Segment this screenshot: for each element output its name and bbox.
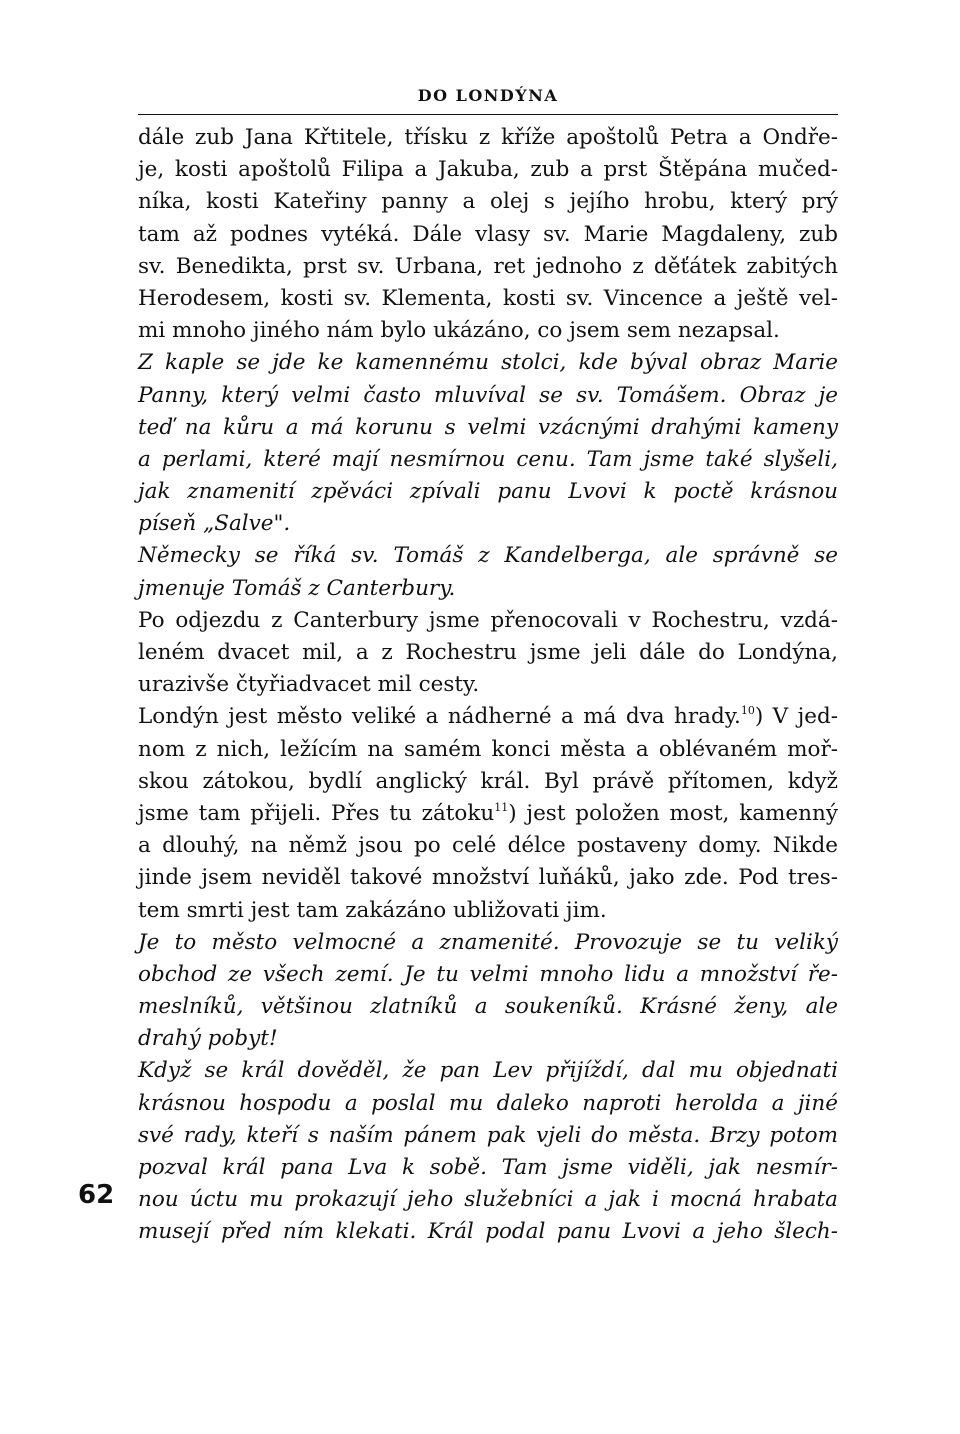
line-text: jinde jsem neviděl takové množství luňáků, jako zde. Pod tres- xyxy=(138,865,838,891)
line-text: a dlouhý, na němž jsou po celé délce postaveny domy. Nikde xyxy=(138,833,838,859)
line-text: pozval král pana Lva k sobě. Tam jsme viděli, jak nesmír- xyxy=(138,1155,838,1180)
text-line xyxy=(138,122,838,154)
line-text: Panny, který velmi často mluvíval se sv. Tomášem. Obraz je xyxy=(138,382,838,408)
line-text: Když se král dověděl, že pan Lev přijíždí, dal mu objednati xyxy=(138,1058,838,1084)
running-head: DO LONDÝNA xyxy=(417,86,559,105)
line-text: je, kosti apoštolů Filipa a Jakuba, zub a prst Štěpána mučed- xyxy=(138,157,838,183)
footnote-ref: 10 xyxy=(740,704,755,718)
text-line xyxy=(138,862,838,894)
text-line xyxy=(138,991,838,1023)
line-text: Po odjezdu z Canterbury jsme přenocovali v Rochestru, vzdá- xyxy=(138,607,838,633)
text-line xyxy=(138,1152,838,1184)
text-line xyxy=(138,251,838,283)
line-text: nou úctu mu prokazují jeho služebníci a jak i mocná hrabata xyxy=(138,1187,838,1213)
text-line xyxy=(138,1216,838,1248)
line-text: Z kaple se jde ke kamennému stolci, kde býval obraz Marie xyxy=(138,350,838,376)
line-text: sv. Benedikta, prst sv. Urbana, ret jednoho z děťátek zabitých xyxy=(138,253,838,279)
line-text: tem smrti jest tam zakázáno ubližovati jim. xyxy=(138,897,607,923)
line-text: drahý pobyt! xyxy=(138,1026,278,1052)
line-text: tam až podnes vytéká. Dále vlasy sv. Marie Magdaleny, zub xyxy=(138,221,838,247)
text-line xyxy=(138,380,838,412)
text-line xyxy=(138,1023,838,1055)
text-line xyxy=(138,283,838,315)
text-line xyxy=(138,830,838,862)
text-line xyxy=(138,1055,838,1087)
line-text: krásnou hospodu a poslal mu daleko naproti herolda a jiné xyxy=(138,1090,838,1116)
line-text: musejí před ním klekati. Král podal panu Lvovi a jeho šlech- xyxy=(138,1219,838,1245)
line-text-tail: ) V jed- xyxy=(754,704,838,730)
line-text: Německy se říká sv. Tomáš z Kandelberga, ale správně se xyxy=(138,543,838,569)
line-text: jsme tam přijeli. Přes tu zátoku xyxy=(138,800,495,826)
text-line xyxy=(138,540,838,572)
text-line xyxy=(138,927,838,959)
text-line xyxy=(138,1184,838,1216)
text-line xyxy=(138,444,838,476)
text-line xyxy=(138,219,838,251)
footnote-ref: 11 xyxy=(494,800,509,814)
text-line xyxy=(138,154,838,186)
line-text: píseň „Salve". xyxy=(138,511,291,537)
line-text: Herodesem, kosti sv. Klementa, kosti sv. Vincence a ještě vel- xyxy=(138,285,838,311)
text-line xyxy=(138,347,838,379)
line-text-tail: ) jest položen most, kamenný xyxy=(508,800,838,826)
text-line xyxy=(138,637,838,669)
text-line xyxy=(138,573,838,605)
text-line xyxy=(138,605,838,637)
line-text: nom z nich, ležícím na samém konci města a oblévaném moř- xyxy=(138,736,838,762)
page-number: 62 xyxy=(78,1180,115,1210)
text-line xyxy=(138,186,838,218)
line-text: dále zub Jana Křtitele, třísku z kříže apoštolů Petra a Ondře- xyxy=(138,125,838,150)
line-text: Je to město velmocné a znamenité. Provozuje se tu veliký xyxy=(138,929,838,955)
line-text: mi mnoho jiného nám bylo ukázáno, co jsem sem nezapsal. xyxy=(138,318,780,344)
line-text: skou zátokou, bydlí anglický král. Byl právě přítomen, když xyxy=(138,768,838,794)
text-line xyxy=(138,766,838,798)
line-text: a perlami, které mají nesmírnou cenu. Tam jsme také slyšeli, xyxy=(138,446,838,472)
line-text: teď na kůru a má korunu s velmi vzácnými drahými kameny xyxy=(138,414,838,440)
text-line xyxy=(138,959,838,991)
line-text: své rady, kteří s naším pánem pak vjeli do města. Brzy potom xyxy=(138,1122,838,1148)
text-line xyxy=(138,1088,838,1120)
line-text: meslníků, většinou zlatníků a soukeníků. Krásné ženy, ale xyxy=(138,994,838,1020)
text-line xyxy=(138,895,838,927)
line-text: Londýn jest město veliké a nádherné a má dva hrady. xyxy=(138,704,741,730)
text-line xyxy=(138,798,838,830)
text-line xyxy=(138,476,838,508)
text-line xyxy=(138,734,838,766)
line-text: jmenuje Tomáš z Canterbury. xyxy=(138,575,456,601)
text-line xyxy=(138,701,838,733)
line-text: obchod ze všech zemí. Je tu velmi mnoho lidu a množství ře- xyxy=(138,961,838,987)
line-text: leném dvacet mil, a z Rochestru jsme jeli dále do Londýna, xyxy=(138,640,838,665)
body-text xyxy=(138,122,838,1249)
line-text: urazivše čtyřiadvacet mil cesty. xyxy=(138,672,480,698)
text-line xyxy=(138,669,838,701)
text-line xyxy=(138,315,838,347)
text-line xyxy=(138,1120,838,1152)
text-line xyxy=(138,412,838,444)
line-text: níka, kosti Kateřiny panny a olej s jejího hrobu, který prý xyxy=(138,189,838,215)
header-rule xyxy=(138,114,838,115)
text-line xyxy=(138,508,838,540)
line-text: jak znamenití zpěváci zpívali panu Lvovi k poctě krásnou xyxy=(138,479,838,505)
